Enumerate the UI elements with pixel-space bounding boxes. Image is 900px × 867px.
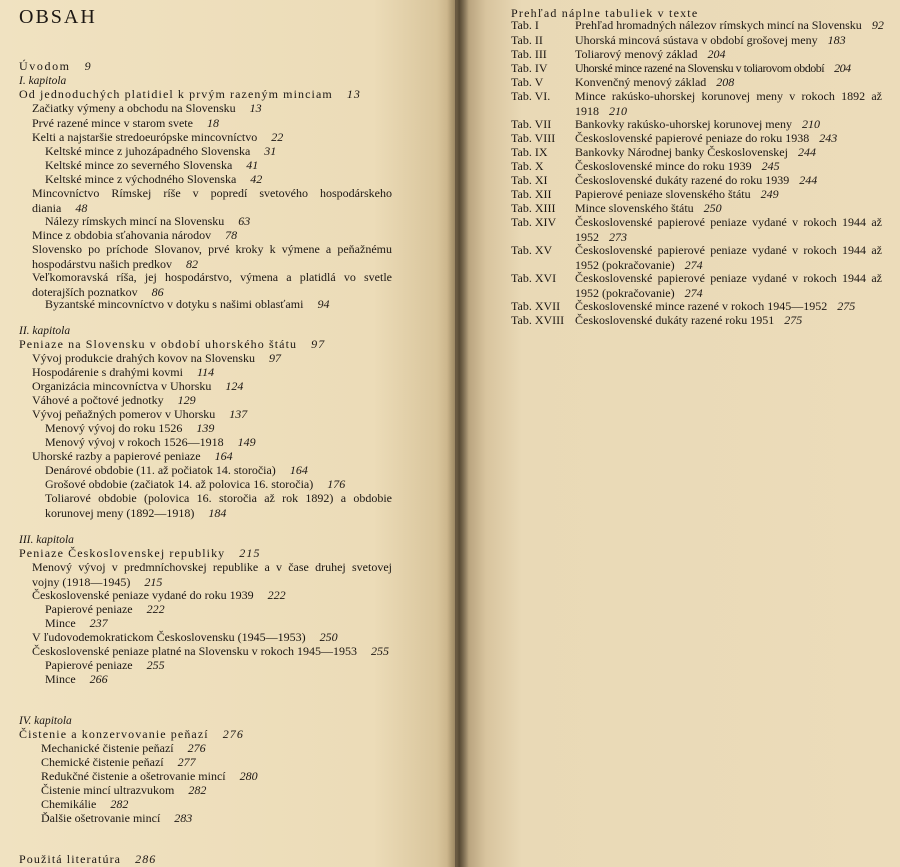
toc-entry: V ľudovodemokratickom Československu (1945—1953) 250 [32,630,338,644]
toc-entry: Keltské mince z východného Slovenska 42 [45,172,263,186]
toc-entry: Kelti a najstaršie stredoeurópske mincovníctvo 22 [32,130,284,144]
toc-entry: Menový vývoj do roku 1526 139 [45,421,215,435]
toc-entry: Redukčné čistenie a ošetrovanie mincí 280 [41,769,258,783]
toc-entry: Úvodom 9 [19,59,93,73]
toc-entry: Veľkomoravská ríša, jej hospodárstvo, výmena a platidlá vo svetle doterajších poznatkov 86 [32,270,392,299]
toc-entry: Čistenie mincí ultrazvukom 282 [41,783,207,797]
tables-overview-heading: Prehľad náplne tabuliek v texte [511,6,699,20]
toc-entry: Organizácia mincovníctva v Uhorsku 124 [32,379,244,393]
toc-entry: Československé peniaze platné na Slovensku v rokoch 1945—1953 255 [32,644,389,658]
toc-entry: Keltské mince z juhozápadného Slovenska 31 [45,144,277,158]
toc-entry: Slovensko po príchode Slovanov, prvé kroky k výmene a peňažnému hospodárstvu našich predkov 82 [32,242,392,271]
toc-entry: Hospodárenie s drahými kovmi 114 [32,365,215,379]
toc-entry: Menový vývoj v rokoch 1526—1918 149 [45,435,256,449]
toc-entry: Chemické čistenie peňazí 277 [41,755,196,769]
toc-entry: Papierové peniaze 222 [45,602,165,616]
toc-entry: Mince z obdobia sťahovania národov 78 [32,228,238,242]
toc-entry: Mince 266 [45,672,108,686]
chapter-title: Od jednoduchých platidiel k prvým razeným minciam 13 [19,87,362,101]
toc-entry: Denárové obdobie (11. až počiatok 14. storočia) 164 [45,463,308,477]
toc-entry: Vývoj peňažných pomerov v Uhorsku 137 [32,407,248,421]
toc-entry: Váhové a počtové jednotky 129 [32,393,196,407]
chapter-title: Peniaze na Slovensku v období uhorského štátu 97 [19,337,326,351]
book-gutter [447,0,469,867]
chapter-label: IV. kapitola [19,715,72,727]
toc-entry: Začiatky výmeny a obchodu na Slovensku 13 [32,101,262,115]
chapter-label: III. kapitola [19,534,74,546]
toc-entry: Papierové peniaze 255 [45,658,165,672]
toc-entry: Mincovníctvo Rímskej ríše v popredí svetového hospodárskeho diania 48 [32,186,392,215]
toc-entry: Vývoj produkcie drahých kovov na Slovensku 97 [32,351,281,365]
toc-entry: Československé peniaze vydané do roku 1939 222 [32,588,286,602]
bibliography-entry: Použitá literatúra 286 [19,852,157,866]
book-spread: OBSAH Úvodom 9 I. kapitola Od jednoduchých platidiel k prvým razeným minciam 13 Začiatky výmeny a obchodu na Slovensku 13 Prvé razené mince v starom svete 18 Kelti a najstaršie stredoeurópske mincovníctvo 22 Keltské mince z juhozápadného Slovenska 31 Keltské mince zo severného Slovenska 41 Keltské mince z východného Slovenska 42 Mincovníctvo Rímskej ríše v popredí svetového hospodárskeho diania 48 Nálezy rímskych mincí na Slovensku 63 Mince z obdobia sťahovania národov 78 Slovensko po príchode Slovanov, prvé kroky k výmene a peňažnému hospodárstvu našich predkov 82 Veľkomoravská ríša, jej hospodárstvo, výmena a platidlá vo svetle doterajších poznatkov 86 Byzantské mincovníctvo v dotyku s našimi oblasťami 94 II. kapitola Peniaze na Slovensku v období uhorského štátu 97 Vývoj produkcie drahých kovov na Slovensku 97 Hospodárenie s drahými kovmi 114 Organizácia mincovníctva v Uhorsku 124 Váhové a počtové jednotky 129 Vývoj peňažných pomerov v Uhorsku 137 Menový vývoj do roku 1526 139 Menový vývoj v rokoch 1526—1918 149 Uhorské razby a papierové peniaze 164 Denárové obdobie (11. až počiatok 14. storočia) 164 Grošové obdobie (začiatok 14. až polovica 16. storočia) 176 Toliarové obdobie (polovica 16. storočia až rok 1892) a obdobie korunovej meny (1892—1918) 184 III. kapitola Peniaze Československej republiky 215 Menový vývoj v predmníchovskej republike a v čase druhej svetovej vojny (1918—1945) 215 Československé peniaze vydané do roku 1939 222 Papierové peniaze 222 Mince 237 V ľudovodemokratickom Československu (1945—1953) 250 Československé peniaze platné na Slovensku v rokoch 1945—1953 255 Papierové peniaze 255 Mince 266 IV. kapitola Čistenie a konzervovanie peňazí 276 Mechanické čistenie peňazí 276 Chemické čistenie peňazí 277 Redukčné čistenie a ošetrovanie mincí 280 Čistenie mincí ultrazvukom 282 Chemikálie 282 Ďalšie ošetrovanie mincí 283 Použitá literatúra 286 Prehľad náplne tabuliek v texte Tab. I Prehľad hromadných nálezov rímskych mincí na Slovensku 92 Tab. II Uhorská mincová sústava v období grošovej meny 183 Tab. III Toliarový menový základ 204 Tab. IV Uhorské mince razené na Slovensku v toliarovom období 204 Tab. V Konvenčný menový základ 208 Tab. VI. Mince rakúsko-uhorskej korunovej meny v rokoch 1892 až 1918 210 Tab. VII Bankovky rakúsko-uhorskej korunovej meny 210 Tab. VIII Československé papierové peniaze do roku 1938 243 Tab. IX Bankovky Národnej banky Československej 244 Tab. X Československé mince do roku 1939 245 Tab. XI Československé dukáty razené do roku 1939 244 Tab. XII Papierové peniaze slovenského štátu 249 Tab. XIII Mince slovenského štátu 250 Tab. XIV Československé papierové peniaze vydané v rokoch 1944 až 1952 273 Tab. XV Československé papierové peniaze vydané v rokoch 1944 až 1952 (pokračovanie) 274 Tab. XVI Československé papierové peniaze vydané v rokoch 1944 až 1952 (pokračovanie) 274 Tab. XVII Československé mince razené v rokoch 1945—1952 275 Tab. XVIII Československé dukáty razené roku 1951 275 [0,0,900,867]
chapter-title: Peniaze Československej republiky 215 [19,546,261,560]
chapter-label: I. kapitola [19,75,67,87]
toc-entry: Ďalšie ošetrovanie mincí 283 [41,811,193,825]
toc-entry: Byzantské mincovníctvo v dotyku s našimi oblasťami 94 [45,297,330,311]
toc-entry: Uhorské razby a papierové peniaze 164 [32,449,233,463]
toc-entry: Menový vývoj v predmníchovskej republike a v čase druhej svetovej vojny (1918—1945) 215 [32,560,392,589]
toc-entry: Prvé razené mince v starom svete 18 [32,116,219,130]
toc-entry: Mince 237 [45,616,108,630]
toc-entry: Keltské mince zo severného Slovenska 41 [45,158,259,172]
chapter-label: II. kapitola [19,325,71,337]
contents-title: OBSAH [19,6,97,28]
toc-entry: Mechanické čistenie peňazí 276 [41,741,206,755]
toc-entry: Chemikálie 282 [41,797,129,811]
chapter-title: Čistenie a konzervovanie peňazí 276 [19,727,245,741]
toc-entry: Toliarové obdobie (polovica 16. storočia až rok 1892) a obdobie korunovej meny (1892—1918) 184 [45,491,392,520]
toc-entry: Grošové obdobie (začiatok 14. až polovica 16. storočia) 176 [45,477,346,491]
toc-entry: Nálezy rímskych mincí na Slovensku 63 [45,214,251,228]
